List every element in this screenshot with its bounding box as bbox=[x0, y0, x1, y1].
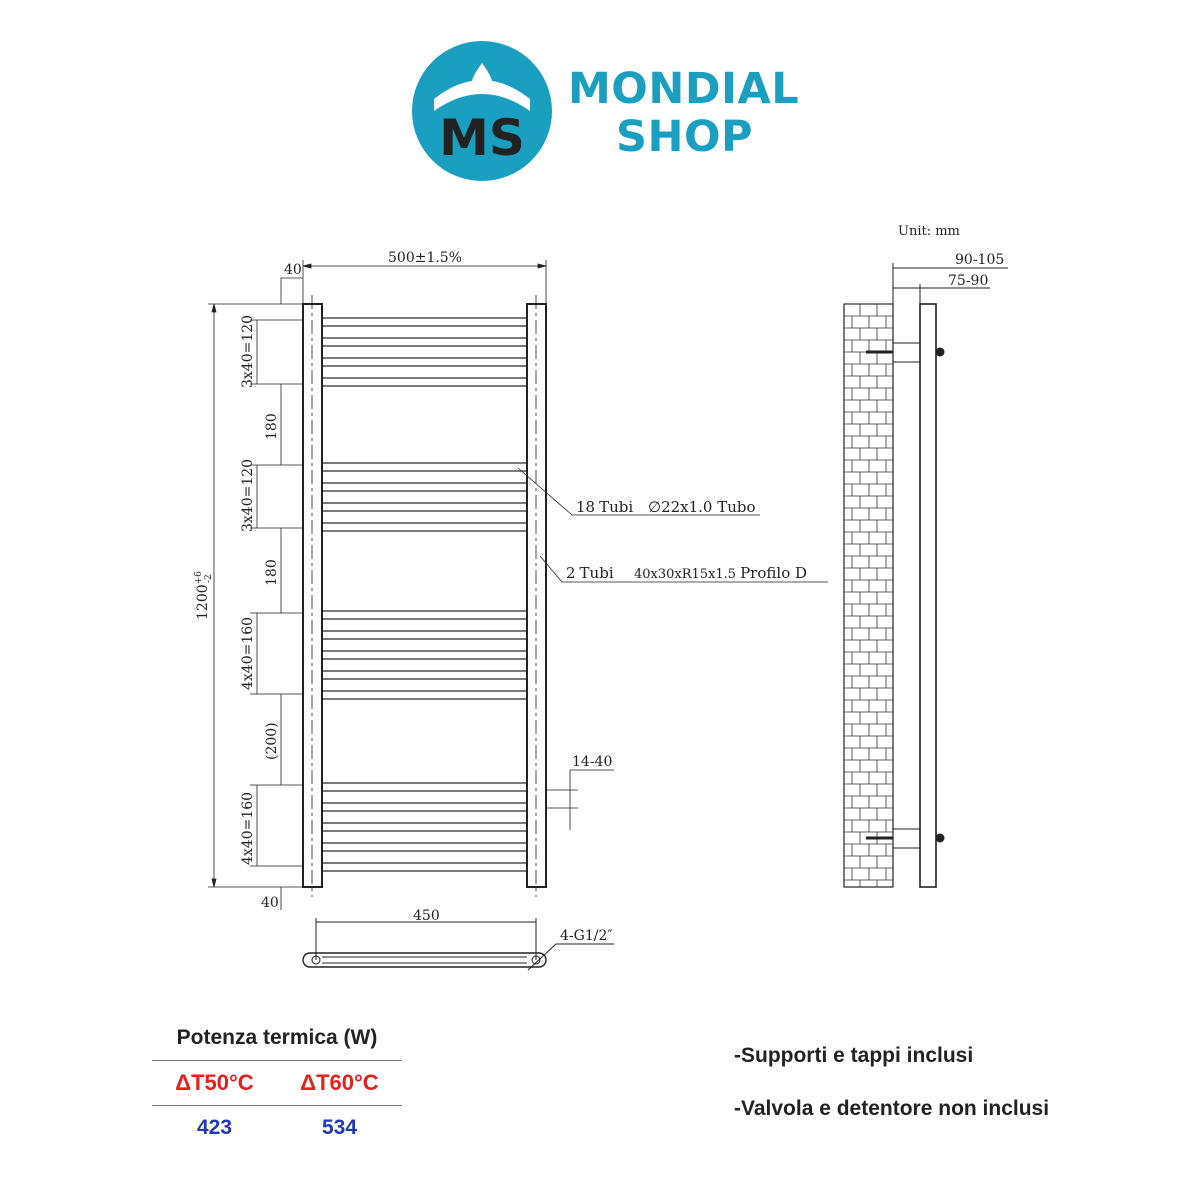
logo-letters: MS bbox=[439, 109, 525, 167]
side-column bbox=[920, 304, 936, 887]
group-label: (200) bbox=[264, 722, 280, 760]
group-label: 180 bbox=[264, 559, 280, 586]
power-title: Potenza termica (W) bbox=[176, 1026, 378, 1049]
unit-label: Unit: mm bbox=[898, 224, 960, 239]
tube bbox=[322, 863, 527, 871]
tube bbox=[322, 671, 527, 679]
tube bbox=[322, 691, 527, 699]
bottom-view bbox=[303, 918, 614, 970]
tube bbox=[322, 318, 527, 326]
tube bbox=[322, 483, 527, 491]
power-header-row bbox=[152, 1061, 402, 1105]
tube bbox=[322, 463, 527, 471]
tube bbox=[322, 338, 527, 346]
delta-t50-value: 423 bbox=[196, 1116, 233, 1139]
tube bbox=[322, 523, 527, 531]
profile-callout: 2 Tubi 40x30xR15x1.5 Profilo D bbox=[566, 564, 808, 582]
top-offset-label: 40 bbox=[284, 262, 302, 278]
brand-name-line2: SHOP bbox=[616, 112, 754, 162]
tube bbox=[322, 611, 527, 619]
horizontal-tubes bbox=[322, 318, 527, 871]
bracket-offset-label: 75-90 bbox=[948, 273, 989, 289]
wall-offset-label: 90-105 bbox=[955, 252, 1005, 268]
left-column bbox=[303, 304, 322, 887]
tube-offset-label: 14-40 bbox=[572, 754, 613, 770]
bottom-offset-label: 40 bbox=[261, 895, 279, 911]
note-supports: -Supporti e tappi inclusi bbox=[734, 1044, 974, 1067]
width-label: 500±1.5% bbox=[388, 250, 463, 266]
connection-label: 4-G1/2″ bbox=[560, 928, 613, 944]
tube bbox=[322, 378, 527, 386]
group-label: 3x40=120 bbox=[240, 458, 256, 532]
tube bbox=[322, 503, 527, 511]
tubes-callout: 18 Tubi ∅22x1.0 Tubo bbox=[576, 498, 756, 516]
tube bbox=[322, 651, 527, 659]
brand-name-line1: MONDIAL bbox=[568, 64, 800, 114]
thermal-power-table bbox=[152, 1026, 402, 1150]
group-label: 3x40=120 bbox=[240, 314, 256, 388]
right-column bbox=[527, 304, 546, 887]
group-label: 180 bbox=[264, 413, 280, 440]
delta-t50-header: ΔT50°C bbox=[175, 1070, 254, 1095]
power-value-row bbox=[152, 1106, 402, 1150]
tube bbox=[322, 823, 527, 831]
group-label: 4x40=160 bbox=[240, 791, 256, 865]
group-label: 4x40=160 bbox=[240, 616, 256, 690]
tube bbox=[322, 358, 527, 366]
centers-label: 450 bbox=[413, 908, 440, 924]
notes bbox=[734, 1044, 1049, 1150]
tube bbox=[322, 843, 527, 851]
tube bbox=[322, 631, 527, 639]
height-label: $1200^{+6}-2$ bbox=[194, 571, 214, 620]
delta-t60-header: ΔT60°C bbox=[300, 1070, 379, 1095]
tube bbox=[322, 803, 527, 811]
tube bbox=[322, 783, 527, 791]
delta-t60-value: 534 bbox=[321, 1116, 358, 1139]
side-view bbox=[844, 263, 1008, 887]
note-valve: -Valvola e detentore non inclusi bbox=[734, 1097, 1050, 1120]
